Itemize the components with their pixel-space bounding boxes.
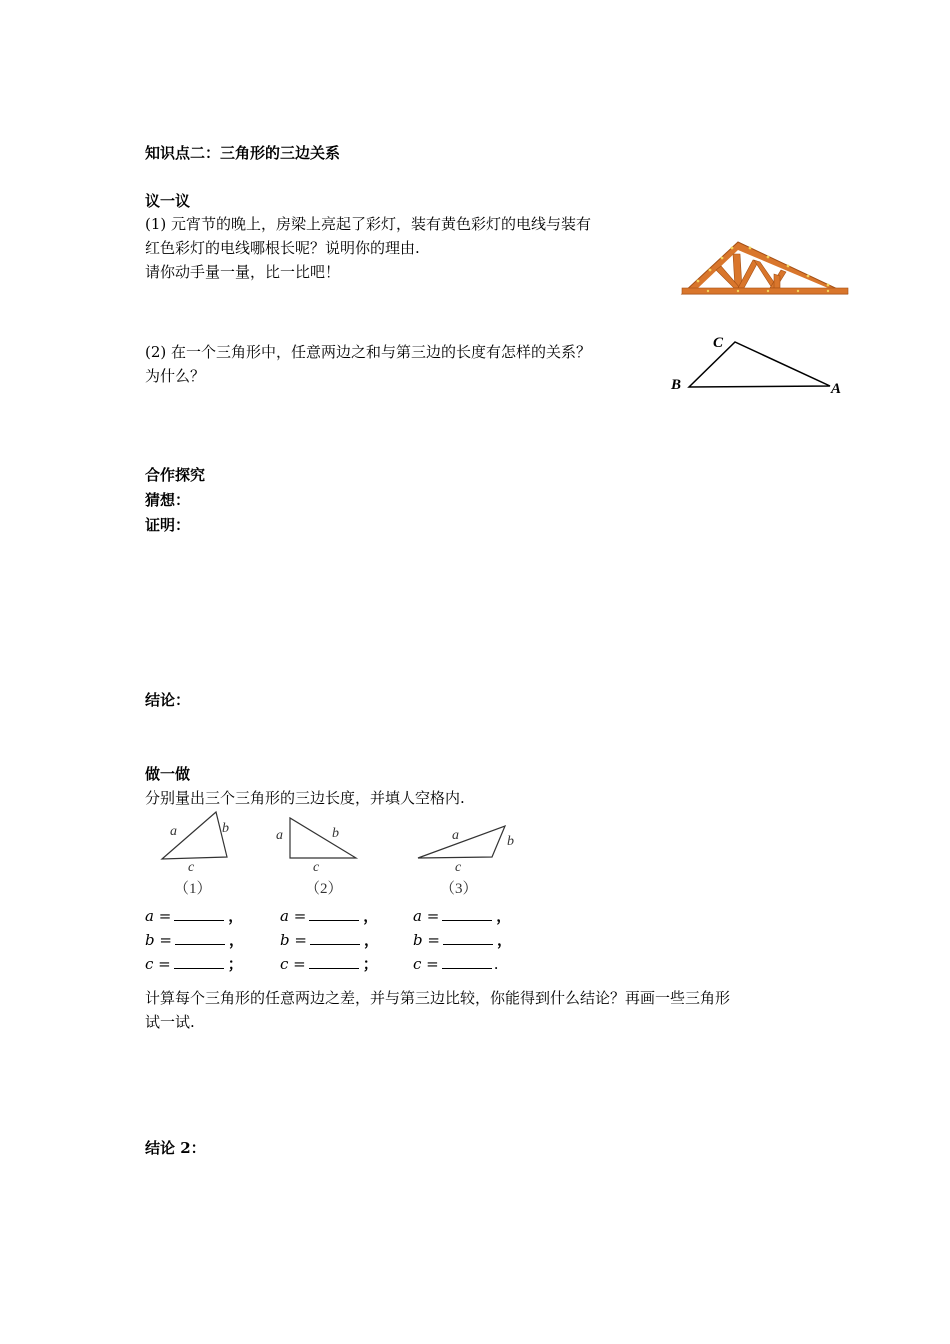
blank-row-a (413, 904, 512, 928)
side-a-blank[interactable] (442, 906, 492, 921)
triangle-1-caption: （1） (174, 881, 212, 897)
compute-paragraph (145, 986, 730, 1034)
compute-line-2: 试一试. (145, 1013, 195, 1031)
question-2-line-1: (2) 在一个三角形中，任意两边之和与第三边的长度有怎样的关系？ (145, 343, 592, 361)
side-c-label: c = (280, 955, 306, 973)
triangle-2-caption: （2） (305, 881, 343, 897)
side-c-label: c = (413, 955, 439, 973)
side-a-label: a = (413, 907, 440, 925)
triangle-2-side-c: c (313, 860, 320, 875)
side-a-label: a = (145, 907, 172, 925)
blank-row-c (280, 952, 379, 976)
guess-label: 猜想： (145, 491, 191, 509)
punctuation: ， (363, 907, 379, 925)
cooperate-title: 合作探究 (145, 466, 206, 484)
blank-row-c (413, 952, 512, 976)
side-b-blank[interactable] (310, 930, 360, 945)
punctuation: ； (362, 955, 378, 973)
section-heading: 知识点二：三角形的三边关系 (145, 144, 341, 162)
conclusion-2-label: 结论 2： (145, 1139, 206, 1157)
triangle-1-side-c: c (188, 860, 195, 875)
triangle-2 (276, 818, 356, 897)
punctuation: ， (496, 931, 512, 949)
triangle-3 (418, 826, 514, 897)
question-1-line-2: 红色彩灯的电线哪根长呢？说明你的理由. (145, 239, 420, 257)
vertex-b-label: B (671, 377, 682, 393)
vertex-a-label: A (831, 381, 842, 397)
punctuation: . (493, 955, 499, 973)
side-b-label: b = (145, 931, 172, 949)
vertex-c-label: C (713, 335, 724, 351)
triangle-3-side-c: c (455, 860, 462, 875)
blank-row-c (145, 952, 244, 976)
question-2 (145, 340, 591, 388)
conclusion-label: 结论： (145, 691, 191, 709)
blank-row-b (145, 928, 244, 952)
punctuation: ， (363, 931, 379, 949)
side-b-label: b = (280, 931, 307, 949)
blank-row-b (413, 928, 512, 952)
punctuation: ， (228, 931, 244, 949)
side-c-blank[interactable] (174, 954, 224, 969)
blank-row-b (280, 928, 379, 952)
proof-label: 证明： (145, 516, 191, 534)
side-c-blank[interactable] (309, 954, 359, 969)
compute-line-1: 计算每个三角形的任意两边之差，并与第三边比较，你能得到什么结论？再画一些三角形 (145, 989, 731, 1007)
blanks-column-3 (413, 904, 512, 976)
triangle-3-side-b: b (507, 834, 514, 849)
do-it-instruction: 分别量出三个三角形的三边长度，并填人空格内. (145, 789, 465, 807)
question-1-line-1: (1) 元宵节的晚上，房梁上亮起了彩灯，装有黄色彩灯的电线与装有 (145, 215, 592, 233)
punctuation: ， (228, 907, 244, 925)
punctuation: ； (227, 955, 243, 973)
blanks-column-2 (280, 904, 379, 976)
side-b-label: b = (413, 931, 440, 949)
side-c-blank[interactable] (442, 954, 492, 969)
triangle-1 (162, 812, 229, 897)
question-1 (145, 212, 591, 284)
triangle-2-side-b: b (332, 826, 339, 841)
side-c-label: c = (145, 955, 171, 973)
triangle-3-caption: （3） (440, 881, 478, 897)
side-b-blank[interactable] (443, 930, 493, 945)
side-a-blank[interactable] (174, 906, 224, 921)
do-it-title: 做一做 (145, 765, 191, 783)
triangle-1-side-a: a (170, 824, 177, 839)
side-a-blank[interactable] (309, 906, 359, 921)
triangle-3-side-a: a (452, 828, 459, 843)
side-b-blank[interactable] (175, 930, 225, 945)
question-2-line-2: 为什么？ (145, 367, 206, 385)
three-triangles-figure (150, 808, 530, 900)
roof-truss-image (678, 236, 853, 300)
triangle-1-side-b: b (222, 821, 229, 836)
blank-row-a (280, 904, 379, 928)
triangle-2-side-a: a (276, 828, 283, 843)
punctuation: ， (496, 907, 512, 925)
side-a-label: a = (280, 907, 307, 925)
blanks-column-1 (145, 904, 244, 976)
discuss-title: 议一议 (145, 192, 191, 210)
question-1-line-3: 请你动手量一量，比一比吧！ (145, 263, 341, 281)
blank-row-a (145, 904, 244, 928)
triangle-abc-figure (668, 334, 848, 398)
